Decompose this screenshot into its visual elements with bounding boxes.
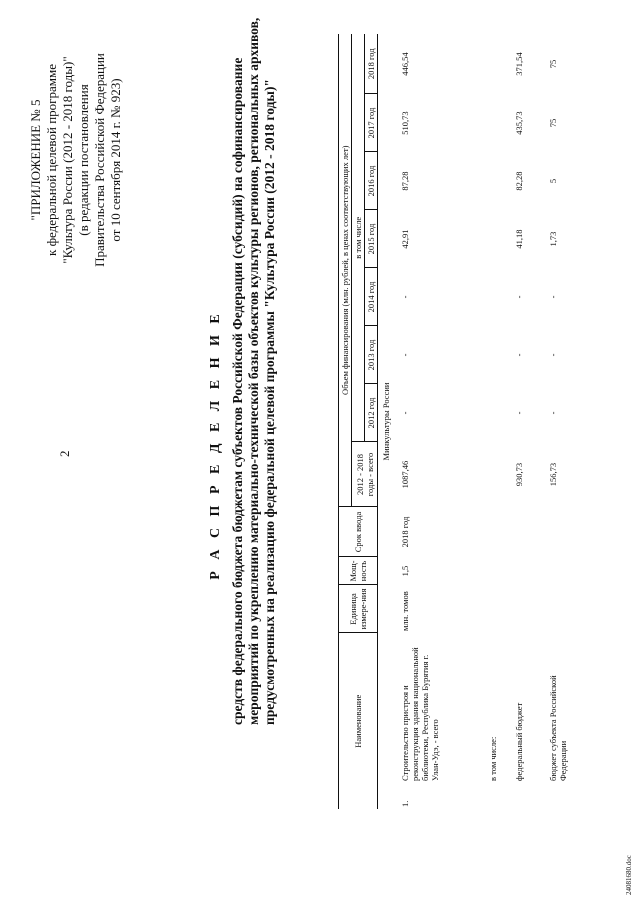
header-deadline: Срок ввода: [339, 507, 378, 557]
row-capacity: [547, 557, 587, 585]
row-value: -: [400, 411, 410, 415]
header-name: Наименование: [339, 633, 378, 809]
row-total: 930,73: [514, 462, 524, 487]
row-value: -: [514, 295, 524, 299]
row-number: [487, 783, 513, 809]
row-capacity: [513, 557, 547, 585]
title-line: мероприятий по укреплению материально-технической базы объектов культуры регионов, региональных архивов,: [246, 17, 261, 725]
header-unit: Единица измере-ния: [339, 585, 378, 633]
section-label: Минкультуры России: [381, 382, 391, 461]
title-heading: Р А С П Р Е Д Е Л Е Н И Е: [208, 310, 223, 580]
document-title: [208, 17, 278, 725]
page-number: 2: [57, 450, 72, 457]
row-unit: [547, 585, 587, 633]
row-total: 156,73: [548, 462, 558, 487]
row-unit: млн. томов: [400, 591, 410, 631]
header-year: 2018 год: [365, 34, 378, 94]
row-unit: [513, 585, 547, 633]
header-year: 2012 год: [365, 384, 378, 442]
row-value: -: [400, 295, 410, 299]
row-value: 5: [548, 178, 558, 184]
row-deadline: 2018 год: [400, 516, 410, 548]
header-year: 2014 год: [365, 268, 378, 326]
footer-filename: 24081680.doc: [625, 855, 633, 895]
funding-table: [338, 34, 587, 809]
header-year: 2017 год: [365, 94, 378, 152]
row-deadline: [513, 507, 547, 557]
title-line: средств федерального бюджета бюджетам субъектов Российской Федерации (субсидий) на софинансирование: [230, 57, 245, 725]
appendix-line: "Культура России (2012 - 2018 годы)": [60, 56, 75, 264]
title-line: предусмотренных на реализацию федеральной целевой программы "Культура России (2012 - 2018 годы)": [262, 79, 277, 725]
table-row: [487, 34, 513, 809]
row-number: 1.: [400, 800, 410, 807]
row-value: 75: [548, 59, 558, 69]
table-row: [547, 34, 587, 809]
appendix-line: от 10 сентября 2014 г. № 923): [108, 78, 123, 242]
row-value: 435,73: [514, 111, 524, 135]
header-year: 2016 год: [365, 152, 378, 210]
header-incl: в том числе: [352, 34, 365, 442]
row-name: в том числе:: [488, 736, 498, 781]
row-name: Строительство пристроя и реконструкция здания национальной библиотеки, Республика Бурятия г. Улан-Удэ, - всего: [400, 647, 440, 781]
row-value: 82,28: [514, 171, 524, 191]
row-number: [547, 783, 587, 809]
row-value: 75: [548, 118, 558, 128]
row-value: -: [400, 353, 410, 357]
table-row: [399, 34, 487, 809]
appendix-line: Правительства Российской Федерации: [92, 53, 107, 267]
row-value: -: [514, 411, 524, 415]
row-value: 87,28: [400, 171, 410, 191]
row-total: 1087,46: [400, 460, 410, 489]
header-year: 2013 год: [365, 326, 378, 384]
row-value: -: [548, 411, 558, 415]
row-value: 41,18: [514, 229, 524, 249]
row-value: -: [514, 353, 524, 357]
row-name: бюджет субъекта Российской Федерации: [548, 675, 568, 781]
appendix-line: к федеральной целевой программе: [44, 64, 59, 256]
row-value: -: [548, 295, 558, 299]
appendix-line: "ПРИЛОЖЕНИЕ № 5: [28, 99, 43, 221]
row-deadline: [547, 507, 587, 557]
header-funding: Объем финансирования (млн. рублей, в ценах соответствующих лет): [339, 34, 352, 507]
header-total: 2012 - 2018 годы - всего: [352, 442, 378, 507]
row-value: 1,73: [548, 231, 558, 247]
row-value: 510,73: [400, 111, 410, 135]
appendix-line: (в редакции постановления: [76, 84, 91, 236]
row-value: 42,91: [400, 229, 410, 249]
row-number: [513, 783, 547, 809]
row-capacity: 1,5: [400, 565, 410, 577]
appendix-block: [28, 35, 124, 285]
row-name: федеральный бюджет: [514, 702, 524, 781]
header-capacity: Мощ-ность: [339, 557, 378, 585]
table-row: [513, 34, 547, 809]
row-value: 446,54: [400, 52, 410, 76]
row-value: 371,54: [514, 52, 524, 76]
row-value: -: [548, 353, 558, 357]
header-year: 2015 год: [365, 210, 378, 268]
